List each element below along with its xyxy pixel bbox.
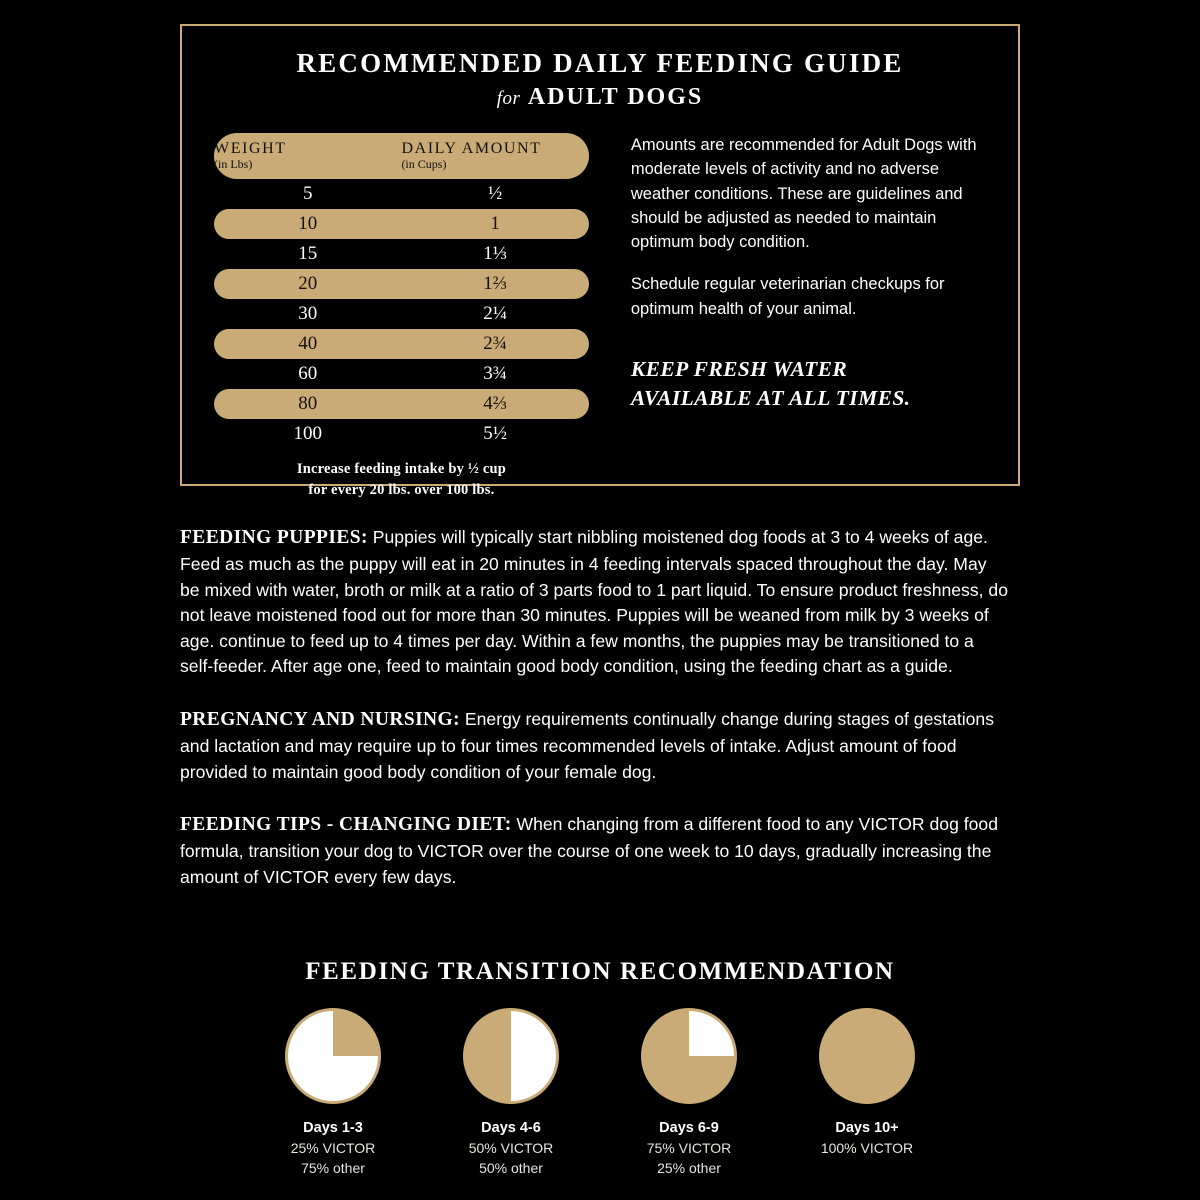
table-row xyxy=(214,239,589,269)
table-row xyxy=(214,419,589,449)
table-row xyxy=(214,359,589,389)
transition-title: FEEDING TRANSITION RECOMMENDATION xyxy=(305,958,895,985)
step-days: Days 4-6 xyxy=(481,1120,541,1136)
guide-notes-column xyxy=(631,133,986,501)
table-header-weight-label: WEIGHT xyxy=(214,140,287,158)
table-row xyxy=(214,389,589,419)
cell-amount: 4⅔ xyxy=(483,393,508,414)
step-other-pct: 50% other xyxy=(479,1160,543,1176)
step-victor-pct: 50% VICTOR xyxy=(468,1140,554,1156)
transition-step xyxy=(263,1008,403,1176)
pie-chart-75-icon xyxy=(641,1008,737,1104)
cell-weight: 10 xyxy=(298,213,318,234)
keep-fresh-water-callout xyxy=(631,355,986,413)
feeding-guide-panel xyxy=(180,24,1020,499)
section-body: Energy requirements continually change during stages of gestations and lactation and may require up to four times recommended levels of intake. Adjust amount of food provided to maintain good body condition of your female dog. xyxy=(180,708,995,782)
table-header-weight xyxy=(214,141,401,170)
feeding-table-column xyxy=(214,133,589,501)
cell-weight: 5 xyxy=(302,183,313,204)
cell-amount: 1⅔ xyxy=(483,273,508,294)
pie-chart-50-icon xyxy=(463,1008,559,1104)
pie-chart-25-icon xyxy=(285,1008,381,1104)
cell-weight: 20 xyxy=(298,273,318,294)
section-body: Puppies will typically start nibbling moistened dog foods at 3 to 4 weeks of age. Feed as much as the puppy will eat in 20 minutes in 4 feeding intervals spaced throughout the day. May be mixed with water, broth or milk at a ratio of 3 parts food to 1 part liquid. To ensure product freshness, do not leave moistened food out for more than 30 minutes. Puppies will be weaned from milk by 3 weeks of age. continue to feed up to 4 times per day. Within a few months, the puppies may be transitioned to a self-feeder. After age one, feed to maintain good body condition, using the feeding chart as a guide. xyxy=(180,527,1008,677)
step-days: Days 10+ xyxy=(835,1120,899,1136)
table-header-amount-unit: (in Cups) xyxy=(401,157,447,172)
step-days: Days 1-3 xyxy=(303,1120,363,1136)
table-footnote-line1: Increase feeding intake by ½ cup xyxy=(296,461,506,477)
table-row xyxy=(214,209,589,239)
step-victor-pct: 75% VICTOR xyxy=(646,1140,732,1156)
table-footnote xyxy=(214,459,589,501)
section-body: When changing from a different food to any VICTOR dog food formula, transition your dog to VICTOR over the course of one week to 10 days, gradually increasing the amount of VICTOR every few days. xyxy=(180,814,998,887)
section-heading: FEEDING PUPPIES: xyxy=(180,527,368,548)
section-feeding-tips xyxy=(180,811,1010,890)
pie-chart-100-icon xyxy=(819,1008,915,1104)
section-feeding-puppies xyxy=(180,524,1010,680)
table-header-row xyxy=(214,133,589,179)
subtitle-main: ADULT DOGS xyxy=(527,84,704,110)
cell-amount: ½ xyxy=(488,183,503,204)
page-subtitle xyxy=(182,84,1018,111)
guide-paragraph-2: Schedule regular veterinarian checkups for optimum health of your animal. xyxy=(630,275,945,318)
table-header-weight-unit: (in Lbs) xyxy=(214,157,253,172)
cell-amount: 3¾ xyxy=(483,363,508,384)
cell-amount: 1 xyxy=(490,213,500,234)
table-row xyxy=(214,269,589,299)
cell-amount: 2¼ xyxy=(483,303,508,324)
step-other-pct: 75% other xyxy=(301,1160,365,1176)
section-heading: FEEDING TIPS - CHANGING DIET: xyxy=(180,814,512,836)
cell-amount: 5½ xyxy=(483,423,508,444)
table-row xyxy=(214,179,589,209)
guide-body xyxy=(182,133,1018,501)
cell-amount: 1⅓ xyxy=(483,243,508,264)
cell-weight: 40 xyxy=(298,333,318,354)
cell-weight: 100 xyxy=(293,423,322,444)
keep-fresh-line2: AVAILABLE AT ALL TIMES. xyxy=(630,385,911,410)
feeding-transition-section xyxy=(0,958,1200,1176)
cell-amount: 2¾ xyxy=(483,333,508,354)
section-pregnancy-nursing xyxy=(180,706,1010,785)
table-footnote-line2: for every 20 lbs. over 100 lbs. xyxy=(308,482,495,499)
table-row xyxy=(214,329,589,359)
cell-weight: 30 xyxy=(298,303,318,324)
step-victor-pct: 25% VICTOR xyxy=(290,1140,376,1156)
step-victor-pct: 100% VICTOR xyxy=(820,1140,914,1156)
table-header-amount xyxy=(401,141,588,170)
guide-paragraph-1: Amounts are recommended for Adult Dogs with moderate levels of activity and no adverse weather conditions. These are guidelines and should be adjusted as needed to maintain optimum body condition. xyxy=(630,136,977,251)
section-heading: PREGNANCY AND NURSING: xyxy=(180,708,461,730)
step-days: Days 6-9 xyxy=(659,1120,719,1136)
transition-steps xyxy=(0,1008,1200,1176)
transition-step xyxy=(441,1008,581,1176)
keep-fresh-line1: KEEP FRESH WATER xyxy=(630,356,848,381)
cell-weight: 80 xyxy=(298,393,318,414)
page-title: RECOMMENDED DAILY FEEDING GUIDE xyxy=(296,48,904,78)
table-header-amount-label: DAILY AMOUNT xyxy=(401,140,542,158)
info-sections xyxy=(180,524,1010,916)
cell-weight: 60 xyxy=(298,363,318,384)
table-row xyxy=(214,299,589,329)
transition-step xyxy=(619,1008,759,1176)
subtitle-for: for xyxy=(496,88,521,109)
cell-weight: 15 xyxy=(298,243,318,264)
transition-step xyxy=(797,1008,937,1176)
step-other-pct: 25% other xyxy=(657,1160,721,1176)
